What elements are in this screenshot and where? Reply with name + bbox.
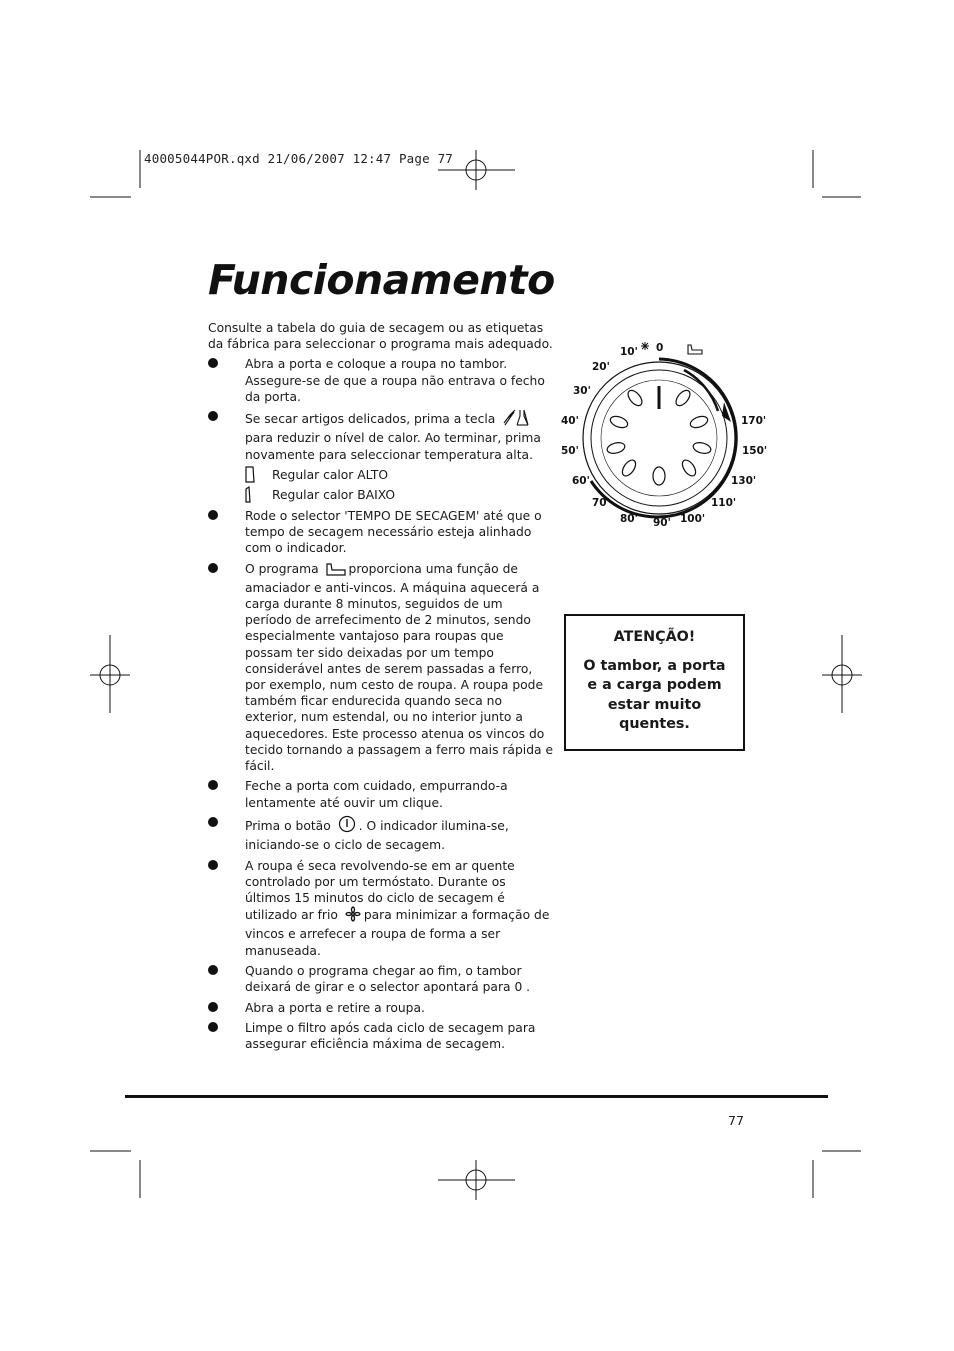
dial-label-40: 40' — [561, 415, 579, 427]
step-text: O programa — [245, 561, 319, 576]
dial-label-90: 90' — [653, 517, 671, 529]
list-item — [208, 963, 553, 995]
dial-cold-air-icon — [641, 342, 649, 350]
list-item — [208, 815, 553, 853]
dial-label-80: 80' — [620, 513, 638, 525]
list-item — [208, 778, 553, 810]
page-title: Funcionamento — [208, 256, 555, 304]
dial-label-50: 50' — [561, 445, 579, 457]
dial-label-0: 0 — [656, 342, 664, 354]
file-slug: 40005044POR.qxd 21/06/2007 12:47 Page 77 — [144, 151, 454, 166]
step-text: Se secar artigos delicados, prima a tecla — [245, 412, 496, 427]
step-text: para minimizar a formação de vincos e arrefecer a roupa de forma a ser manuseada. — [245, 908, 550, 958]
heat-high-row — [208, 467, 553, 483]
list-item — [208, 1000, 553, 1016]
dial-label-10: 10' — [620, 346, 638, 358]
instructions-column — [208, 320, 553, 1057]
list-item — [208, 561, 553, 775]
bullet-icon — [208, 411, 218, 421]
list-item — [208, 508, 553, 557]
intro-text: Consulte a tabela do guia de secagem ou as etiquetas da fábrica para seleccionar o programa mais adequado. — [208, 321, 553, 352]
bullet-icon — [208, 780, 218, 790]
drying-time-dial — [556, 336, 776, 536]
bullet-icon — [208, 817, 218, 827]
step-text: A roupa é seca revolvendo-se em ar quente controlado por um termóstato. Durante os últimos 15 minutos do ciclo de secagem é utilizado ar frio — [245, 858, 515, 923]
bullet-icon — [208, 1002, 218, 1012]
step-text: Feche a porta com cuidado, empurrando-a lentamente até ouvir um clique. — [245, 779, 508, 810]
start-button-icon — [338, 815, 356, 837]
list-item — [208, 1020, 553, 1052]
list-item — [208, 858, 553, 959]
dial-label-110: 110' — [711, 497, 737, 509]
dial-label-30: 30' — [573, 385, 591, 397]
dial-label-60: 60' — [572, 475, 590, 487]
page-number: 77 — [728, 1113, 744, 1128]
heat-low-label: Regular calor BAIXO — [272, 488, 396, 503]
list-item — [208, 409, 553, 463]
step-text: Limpe o filtro após cada ciclo de secagem para assegurar eficiência máxima de secagem. — [245, 1020, 536, 1052]
warning-box — [564, 614, 745, 751]
step-text: para reduzir o nível de calor. Ao terminar, prima novamente para seleccionar temperatura alta. — [245, 431, 541, 462]
bullet-icon — [208, 965, 218, 975]
cold-air-fan-icon — [345, 906, 361, 926]
heat-low-icon — [245, 486, 255, 507]
bullet-icon — [208, 1022, 218, 1032]
bullet-icon — [208, 358, 218, 368]
step-text: Rode o selector 'TEMPO DE SECAGEM' até que o tempo de secagem necessário esteja alinhado com o indicador. — [245, 508, 542, 556]
dial-label-20: 20' — [592, 361, 610, 373]
dial-label-150: 150' — [742, 445, 768, 457]
bullet-icon — [208, 510, 218, 520]
step-text: Abra a porta e retire a roupa. — [245, 1000, 425, 1015]
step-text: Quando o programa chegar ao fim, o tambor deixará de girar e o selector apontará para 0 . — [245, 964, 531, 995]
step-text: proporciona uma função de amaciador e anti-vincos. A máquina aquecerá a carga durante 8 minutos, seguidos de um período de arrefecimento de 2 minutos, sendo especialmente vantajoso para roupas que possam ter sido deixadas por um tempo considerável antes de serem passadas a ferro, por exemplo, num cesto de roupa. A roupa pode também ficar endurecida quando seca no exterior, num estendal, ou no interior junto a aquecedores. Este processo atenua os vincos do tecido tornando a passagem a ferro mais rápida e fácil. — [245, 561, 554, 774]
heat-low-row — [208, 487, 553, 503]
dial-label-70: 70' — [592, 497, 610, 509]
heat-high-label: Regular calor ALTO — [272, 468, 389, 482]
step-text: . O indicador ilumina-se, iniciando-se o ciclo de secagem. — [245, 819, 509, 853]
dial-label-100: 100' — [680, 513, 706, 525]
instruction-list — [208, 356, 553, 1052]
dial-label-130: 130' — [731, 475, 757, 487]
step-text: Prima o botão — [245, 819, 331, 833]
bullet-icon — [208, 563, 218, 573]
anti-crease-program-icon — [326, 562, 346, 580]
warning-text: O tambor, a porta e a carga podem estar muito quentes. — [583, 657, 726, 732]
bullet-icon — [208, 860, 218, 870]
heat-high-icon — [245, 466, 255, 487]
delicate-heat-key-icon — [502, 409, 530, 430]
footer-rule — [125, 1095, 828, 1098]
warning-title: ATENÇÃO! — [613, 629, 696, 645]
dial-label-170: 170' — [741, 415, 767, 427]
dial-anti-crease-icon — [688, 345, 702, 354]
step-text: Abra a porta e coloque a roupa no tambor. Assegure-se de que a roupa não entrava o fecho da porta. — [245, 357, 545, 404]
list-item — [208, 356, 553, 405]
